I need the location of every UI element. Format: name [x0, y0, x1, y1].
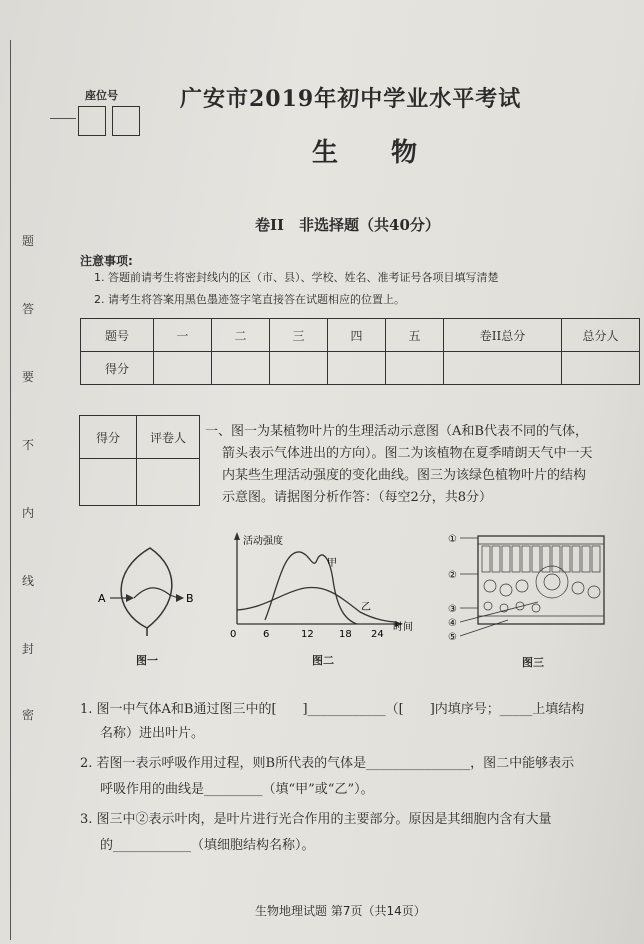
- label-5: ⑤: [448, 632, 457, 643]
- grader-score-cell[interactable]: [80, 459, 137, 506]
- seal-char: 密: [22, 708, 35, 722]
- score-header: 一: [154, 319, 212, 352]
- seal-char: 线: [22, 574, 35, 588]
- score-header: 二: [212, 319, 270, 352]
- score-header: 三: [270, 319, 328, 352]
- x-tick: 12: [301, 629, 314, 640]
- seal-char: 要: [22, 370, 35, 384]
- label-4: ④: [448, 618, 457, 629]
- score-cell[interactable]: [154, 352, 212, 385]
- score-header: 五: [386, 319, 444, 352]
- score-header: 卷II总分: [444, 319, 562, 352]
- question-text: 箭头表示气体进出的方向）。图二为该植物在夏季晴朗天气中一天: [222, 446, 593, 461]
- score-header: 四: [328, 319, 386, 352]
- grader-score-label: 得分: [80, 416, 137, 459]
- seat-pointer-line: [50, 118, 76, 119]
- score-cell[interactable]: [270, 352, 328, 385]
- question-text: 内某些生理活动强度的变化曲线。图三为该绿色植物叶片的结构: [222, 468, 587, 483]
- x-tick: 0: [230, 629, 237, 640]
- subquestion-1: 1. 图一中气体A和B通过图三中的[ ]____________（[ ]内填序号；_____上填结构: [80, 702, 585, 717]
- seal-char: 题: [22, 234, 35, 248]
- notice-item: 2. 请考生将答案用黑色墨迹签字笔直接答在试题相应的位置上。: [94, 293, 405, 306]
- grader-table: [79, 415, 200, 506]
- seal-char: 不: [22, 438, 35, 452]
- label-2: ②: [448, 570, 457, 581]
- x-tick: 18: [339, 629, 352, 640]
- curve-yi-label: 乙: [361, 602, 371, 613]
- score-table: [80, 318, 640, 385]
- score-cell[interactable]: [212, 352, 270, 385]
- score-header: 总分人: [562, 319, 640, 352]
- label-a: A: [98, 592, 106, 605]
- seat-box[interactable]: [78, 106, 106, 136]
- grader-name-label: 评卷人: [137, 416, 200, 459]
- exam-title: 广安市2019年初中学业水平考试: [180, 86, 522, 112]
- subquestion-3-cont: 的____________（填细胞结构名称）。: [100, 838, 315, 853]
- y-axis-label: 活动强度: [243, 536, 283, 547]
- figure-2-chart: [225, 530, 425, 640]
- seat-label: 座位号: [85, 89, 118, 102]
- seal-char: 答: [22, 302, 35, 316]
- figure-2-caption: 图二: [312, 654, 334, 667]
- figure-3-caption: 图三: [522, 656, 544, 669]
- score-cell[interactable]: [386, 352, 444, 385]
- subquestion-3: 3. 图三中②表示叶肉，是叶片进行光合作用的主要部分。原因是其细胞内含有大量: [80, 812, 552, 827]
- question-text: 一、图一为某植物叶片的生理活动示意图（A和B代表不同的气体，: [205, 424, 588, 439]
- score-cell[interactable]: [328, 352, 386, 385]
- score-cell[interactable]: [444, 352, 562, 385]
- figure-1-caption: 图一: [136, 654, 158, 667]
- part-title: 卷II 非选择题（共40分）: [255, 216, 440, 234]
- subquestion-1-cont: 名称）进出叶片。: [100, 726, 205, 741]
- score-header: 题号: [81, 319, 154, 352]
- subject-title: 生 物: [312, 138, 440, 168]
- x-tick: 24: [371, 629, 384, 640]
- subquestion-2: 2. 若图一表示呼吸作用过程，则B所代表的气体是________________，图二中能够表示: [80, 756, 575, 771]
- label-1: ①: [448, 534, 457, 545]
- seal-char: 内: [22, 506, 35, 520]
- curve-yi: [237, 587, 397, 622]
- seat-box[interactable]: [112, 106, 140, 136]
- x-axis-label: 时间: [393, 622, 413, 633]
- grader-name-cell[interactable]: [137, 459, 200, 506]
- figure-1-leaf: [92, 540, 202, 640]
- score-row-label: 得分: [81, 352, 154, 385]
- x-tick: 6: [263, 629, 270, 640]
- subquestion-2-cont: 呼吸作用的曲线是_________（填“甲”或“乙”）。: [100, 782, 374, 797]
- figure-3-leaf-section: [448, 530, 608, 645]
- seal-char: 封: [22, 642, 35, 656]
- label-b: B: [186, 592, 194, 605]
- label-3: ③: [448, 604, 457, 615]
- score-cell[interactable]: [562, 352, 640, 385]
- notice-item: 1. 答题前请考生将密封线内的区（市、县）、学校、姓名、准考证号各项目填写清楚: [94, 271, 499, 284]
- question-text: 示意图。请据图分析作答：（每空2分，共8分）: [222, 490, 493, 505]
- seal-line: [10, 40, 11, 940]
- curve-jia-label: 甲: [327, 558, 337, 569]
- notice-heading: 注意事项:: [80, 254, 133, 268]
- page-footer: 生物地理试题 第7页（共14页）: [255, 904, 426, 918]
